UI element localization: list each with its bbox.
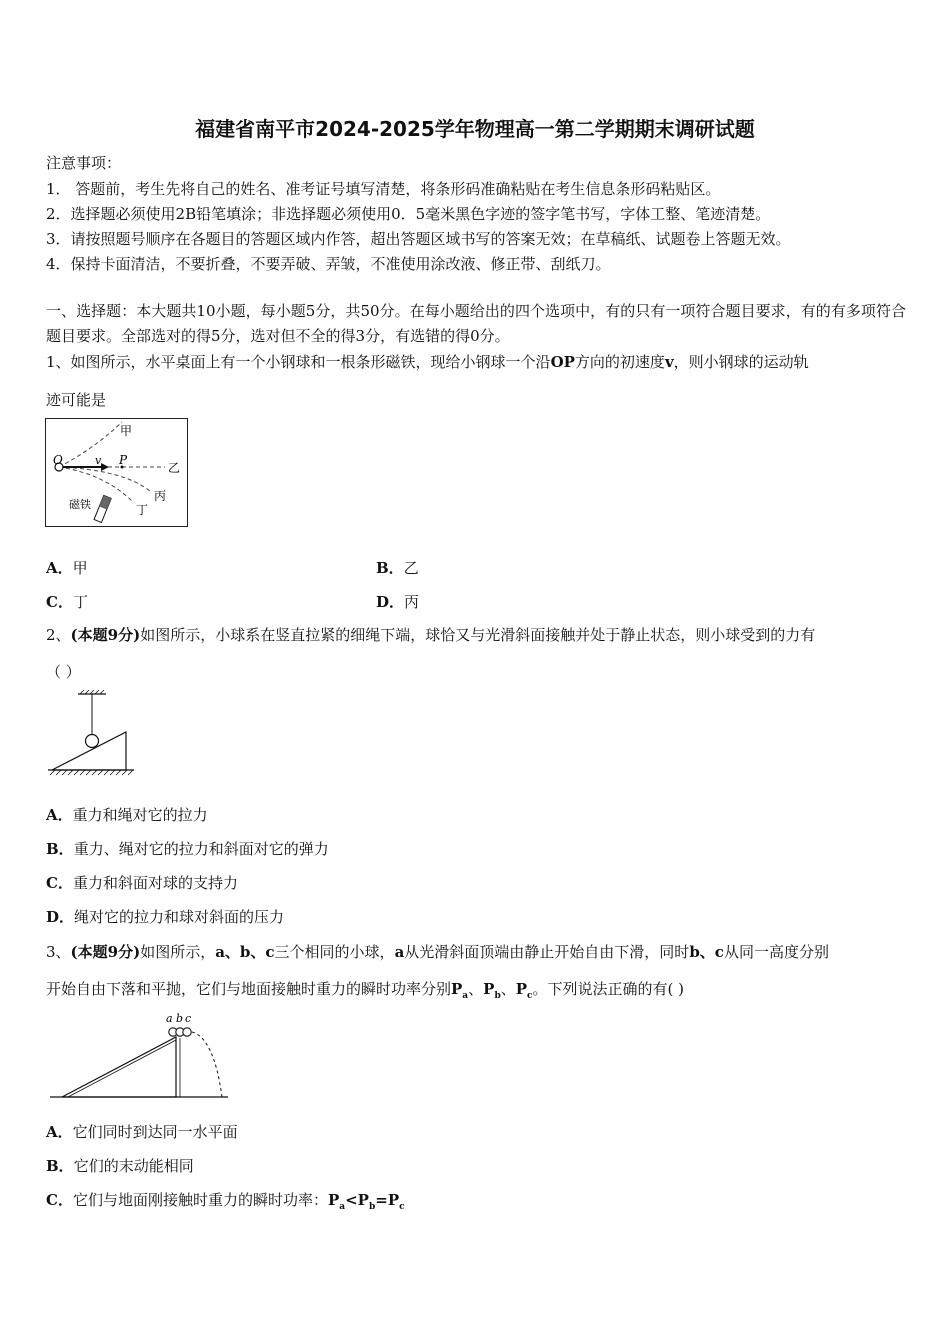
notice-item-3: 3．请按照题号顺序在各题目的答题区域内作答，超出答题区域书写的答案无效；在草稿纸、试题卷上答题无效。 [46, 230, 791, 248]
q1-text: 1、如图所示，水平桌面上有一个小钢球和一根条形磁铁，现给小钢球一个沿OP方向的初速度v，则小钢球的运动轨 [46, 353, 809, 371]
magnet [94, 495, 111, 522]
q2-figure [46, 690, 138, 778]
label-jia: 甲 [120, 424, 133, 438]
q2-option-d: D．绳对它的拉力和球对斜面的压力 [46, 908, 285, 926]
q3-option-c: C．它们与地面刚接触时重力的瞬时功率：$P_a<P_b=P_c$ [46, 1191, 405, 1212]
section-header: 一、选择题：本大题共10小题，每小题5分，共50分。在每小题给出的四个选项中，有的只有一项符合题目要求，有的有多项符合题目要求。全部选对的得5分，选对但不全的得3分，有选错的得0分。 [46, 302, 906, 345]
label-v: v [95, 454, 102, 467]
trajectory [192, 1032, 222, 1097]
q1-figure [45, 418, 189, 528]
q1-option-b: B．乙 [376, 559, 419, 577]
notice-item-2: 2．选择题必须使用2B铅笔填涂；非选择题必须使用0．5毫米黑色字迹的签字笔书写，字体工整、笔迹清楚。 [46, 205, 771, 223]
q1-option-d: D．丙 [376, 593, 420, 611]
q1-option-a: A．甲 [46, 559, 88, 577]
q1-option-c: C．丁 [46, 593, 88, 611]
label-c: c [185, 1012, 192, 1025]
notice-item-4: 4．保持卡面清洁，不要折叠，不要弄破、弄皱，不准使用涂改液、修正带、刮纸刀。 [46, 255, 611, 273]
path-bing [59, 467, 151, 492]
q2-option-a: A．重力和绳对它的拉力 [46, 806, 208, 824]
q1-text-line2: 迹可能是 [46, 391, 107, 409]
q2-text: 2、(本题9分)如图所示，小球系在竖直拉紧的细绳下端，球恰又与光滑斜面接触并处于静止状态，则小球受到的力有 [46, 626, 816, 644]
page-title: 福建省南平市2024-2025学年物理高一第二学期期末调研试题 [195, 117, 755, 141]
label-magnet: 磁铁 [69, 498, 91, 511]
label-b: b [176, 1012, 184, 1025]
incline [62, 1037, 176, 1097]
label-p: P [119, 453, 128, 467]
notice-item-1: 1． 答题前，考生先将自己的姓名、准考证号填写清楚，将条形码准确粘贴在考生信息条形码粘贴区。 [46, 180, 721, 198]
q3-text: 3、(本题9分)如图所示，a、b、c三个相同的小球，a从光滑斜面顶端由静止开始自由下滑，同时b、c从同一高度分别 [46, 943, 829, 961]
label-o: O [53, 453, 63, 467]
q3-text-line2: 开始自由下落和平抛，它们与地面接触时重力的瞬时功率分别$P_a$、$P_b$、$P_c$。下列说法正确的有( ) [46, 980, 684, 1001]
q3-option-a: A．它们同时到达同一水平面 [46, 1123, 238, 1141]
label-ding: 丁 [136, 503, 149, 517]
ball [86, 735, 99, 748]
q3-option-b: B．它们的末动能相同 [46, 1157, 194, 1175]
label-a: a [166, 1012, 173, 1025]
q2-paren: （ ） [46, 663, 81, 681]
ball-c [183, 1028, 191, 1036]
label-yi: 乙 [168, 461, 181, 475]
path-ding [59, 467, 133, 502]
notice-heading: 注意事项： [46, 154, 122, 172]
q3-figure [46, 1010, 232, 1100]
label-bing: 丙 [154, 489, 167, 503]
q2-option-b: B．重力、绳对它的拉力和斜面对它的弹力 [46, 840, 329, 858]
path-jia [59, 422, 122, 467]
q2-option-c: C．重力和斜面对球的支持力 [46, 874, 238, 892]
